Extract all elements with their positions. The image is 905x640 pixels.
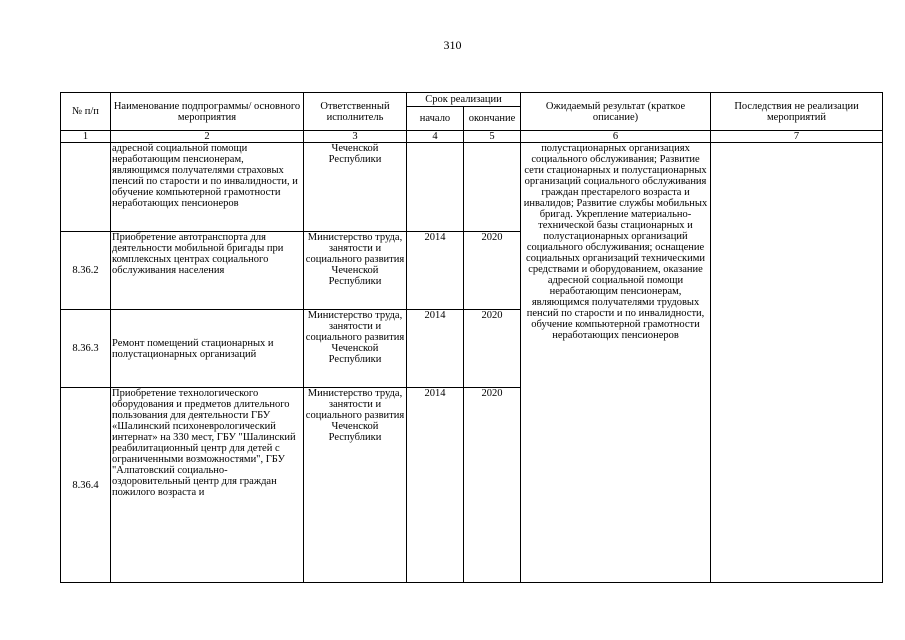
row-responsible: Министерство труда, занятости и социального развития Чеченской Республики: [304, 232, 407, 310]
row-name: Приобретение автотранспорта для деятельности мобильной бригады при комплексных центрах социального обслуживания населения: [111, 232, 304, 310]
header-result: Ожидаемый результат (краткое описание): [521, 93, 711, 131]
row-name: Ремонт помещений стационарных и полустационарных организаций: [111, 310, 304, 388]
row-responsible: Министерство труда, занятости и социального развития Чеченской Республики: [304, 310, 407, 388]
column-number: 1: [61, 131, 111, 143]
row-start: 2014: [407, 310, 464, 388]
row-number: 8.36.2: [61, 232, 111, 310]
column-number: 6: [521, 131, 711, 143]
row-responsible: Чеченской Республики: [304, 143, 407, 232]
result-cell: полустационарных организациях социального обслуживания; Развитие сети стационарных и полустационарных организаций социального обслуживания граждан престарелого возраста и инвалидов; Развитие службы мобильных бригад. Укрепление материально-технической базы стационарных и полустационарных организаций социального обслуживания; оснащение социальных организаций техническими средствами и оборудованием, оказание адресной социальной помощи неработающим пенсионерам, являющимся получателями трудовых пенсий по старости и по инвалидности, обучение компьютерной грамотности неработающих пенсионеров: [521, 143, 711, 583]
header-name: Наименование подпрограммы/ основного мероприятия: [111, 93, 304, 131]
row-number: 8.36.4: [61, 388, 111, 583]
row-start: [407, 143, 464, 232]
column-number: 3: [304, 131, 407, 143]
row-name: Приобретение технологического оборудования и предметов длительного пользования для деятельности ГБУ «Шалинский психоневрологический интернат» на 330 мест, ГБУ "Шалинский реабилитационный центр для детей с ограниченными возможностями", ГБУ "Алпатовский социально-оздоровительный центр для граждан пожилого возраста и: [111, 388, 304, 583]
column-number-row: [61, 131, 883, 143]
row-responsible: Министерство труда, занятости и социального развития Чеченской Республики: [304, 388, 407, 583]
row-number: 8.36.3: [61, 310, 111, 388]
header-start: начало: [407, 107, 464, 131]
header-responsible: Ответственный исполнитель: [304, 93, 407, 131]
column-number: 2: [111, 131, 304, 143]
header-consequence: Последствия не реализации мероприятий: [711, 93, 883, 131]
program-table: [60, 92, 883, 583]
row-start: 2014: [407, 232, 464, 310]
column-number: 4: [407, 131, 464, 143]
consequence-cell: [711, 143, 883, 583]
row-end: 2020: [464, 232, 521, 310]
column-number: 7: [711, 131, 883, 143]
header-num: № п/п: [61, 93, 111, 131]
row-number: [61, 143, 111, 232]
column-number: 5: [464, 131, 521, 143]
header-row-1: [61, 93, 883, 107]
header-end: окончание: [464, 107, 521, 131]
row-name: адресной социальной помощи неработающим пенсионерам, являющимся получателями страховых пенсий по старости и по инвалидности, и обучение компьютерной грамотности неработающих пенсионеров: [111, 143, 304, 232]
row-end: [464, 143, 521, 232]
row-end: 2020: [464, 310, 521, 388]
row-end: 2020: [464, 388, 521, 583]
row-start: 2014: [407, 388, 464, 583]
header-period: Срок реализации: [407, 93, 521, 107]
page-number: 310: [443, 38, 462, 52]
table-row: [61, 143, 883, 232]
